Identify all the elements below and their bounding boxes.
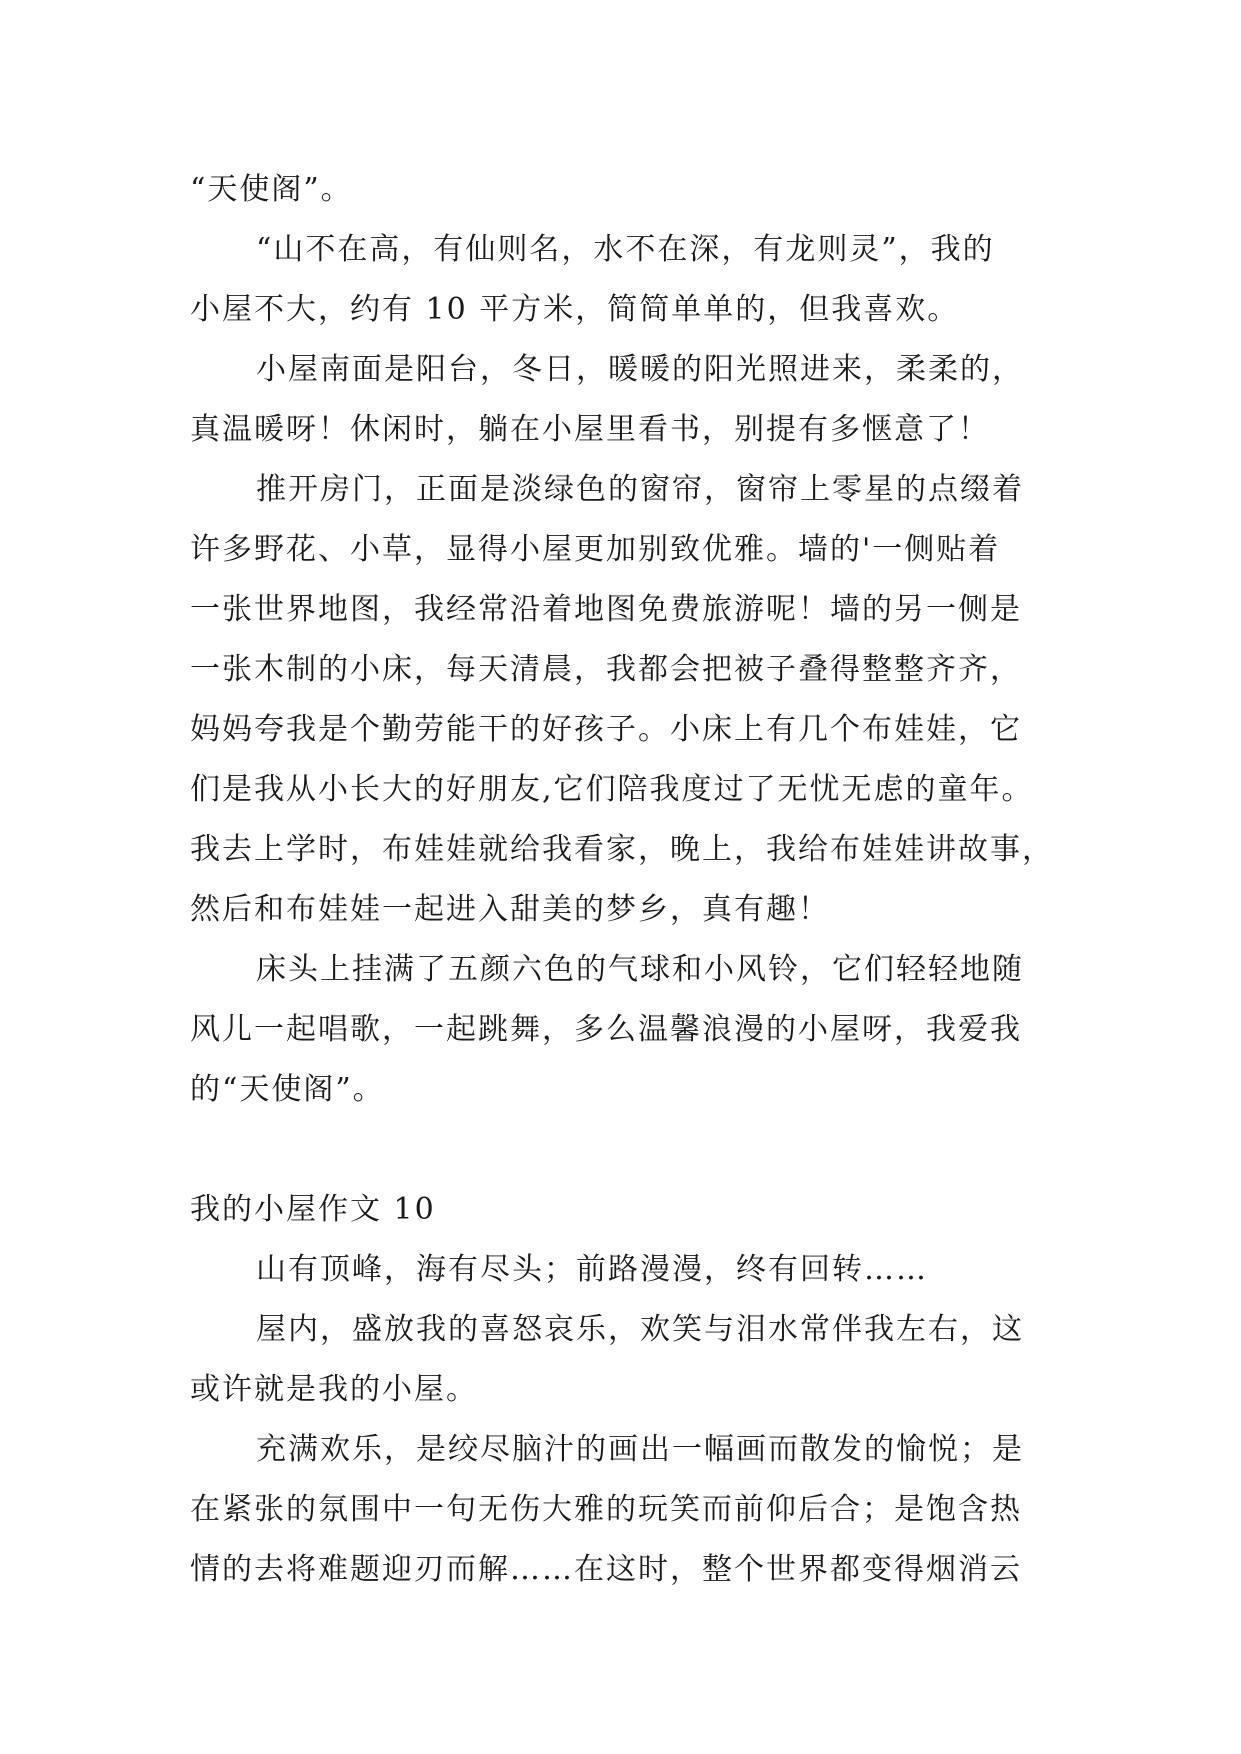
paragraph-start: 屋内，盛放我的喜怒哀乐，欢笑与泪水常伴我左右，这 [256,1312,1024,1347]
paragraph-start: 山有顶峰，海有尽头；前路漫漫，终有回转…… [256,1252,928,1287]
paragraph-start: “山不在高，有仙则名，水不在深，有龙则灵”，我的 [256,232,995,267]
text-line: 情的去将难题迎刃而解……在这时，整个世界都变得烟消云 [190,1552,1022,1587]
text-line: 小屋不大，约有 10 平方米，简简单单的，但我喜欢。 [190,292,960,327]
text-line: 一张木制的小床，每天清晨，我都会把被子叠得整整齐齐， [190,652,1022,687]
text-line: 一张世界地图，我经常沿着地图免费旅游呢！墙的另一侧是 [190,592,1022,627]
text-line: 真温暖呀！休闲时，躺在小屋里看书，别提有多惬意了！ [190,412,990,447]
text-line: 我去上学时，布娃娃就给我看家，晚上，我给布娃娃讲故事， [190,832,1054,867]
text-line: 们是我从小长大的好朋友,它们陪我度过了无忧无虑的童年。 [190,772,1034,807]
text-line: 然后和布娃娃一起进入甜美的梦乡，真有趣！ [190,892,830,927]
text-line: 许多野花、小草，显得小屋更加别致优雅。墙的'一侧贴着 [190,532,1001,567]
text-line: 风儿一起唱歌，一起跳舞，多么温馨浪漫的小屋呀，我爱我 [190,1012,1022,1047]
paragraph-start: 床头上挂满了五颜六色的气球和小风铃，它们轻轻地随 [256,952,1024,987]
section-gap [190,1120,1050,1180]
section-title: 我的小屋作文 10 [190,1192,436,1227]
text-line: “天使阁”。 [190,172,353,207]
paragraph-start: 推开房门，正面是淡绿色的窗帘，窗帘上零星的点缀着 [256,472,1024,507]
paragraph-start: 充满欢乐，是绞尽脑汁的画出一幅画而散发的愉悦；是 [256,1432,1024,1467]
text-line: 或许就是我的小屋。 [190,1372,478,1407]
text-line: 在紧张的氛围中一句无伤大雅的玩笑而前仰后合；是饱含热 [190,1492,1022,1527]
paragraph-start: 小屋南面是阳台，冬日，暖暖的阳光照进来，柔柔的， [256,352,1024,387]
document-body [190,160,1054,1600]
text-line: 妈妈夸我是个勤劳能干的好孩子。小床上有几个布娃娃，它 [190,712,1022,747]
text-line: 的“天使阁”。 [190,1072,385,1107]
